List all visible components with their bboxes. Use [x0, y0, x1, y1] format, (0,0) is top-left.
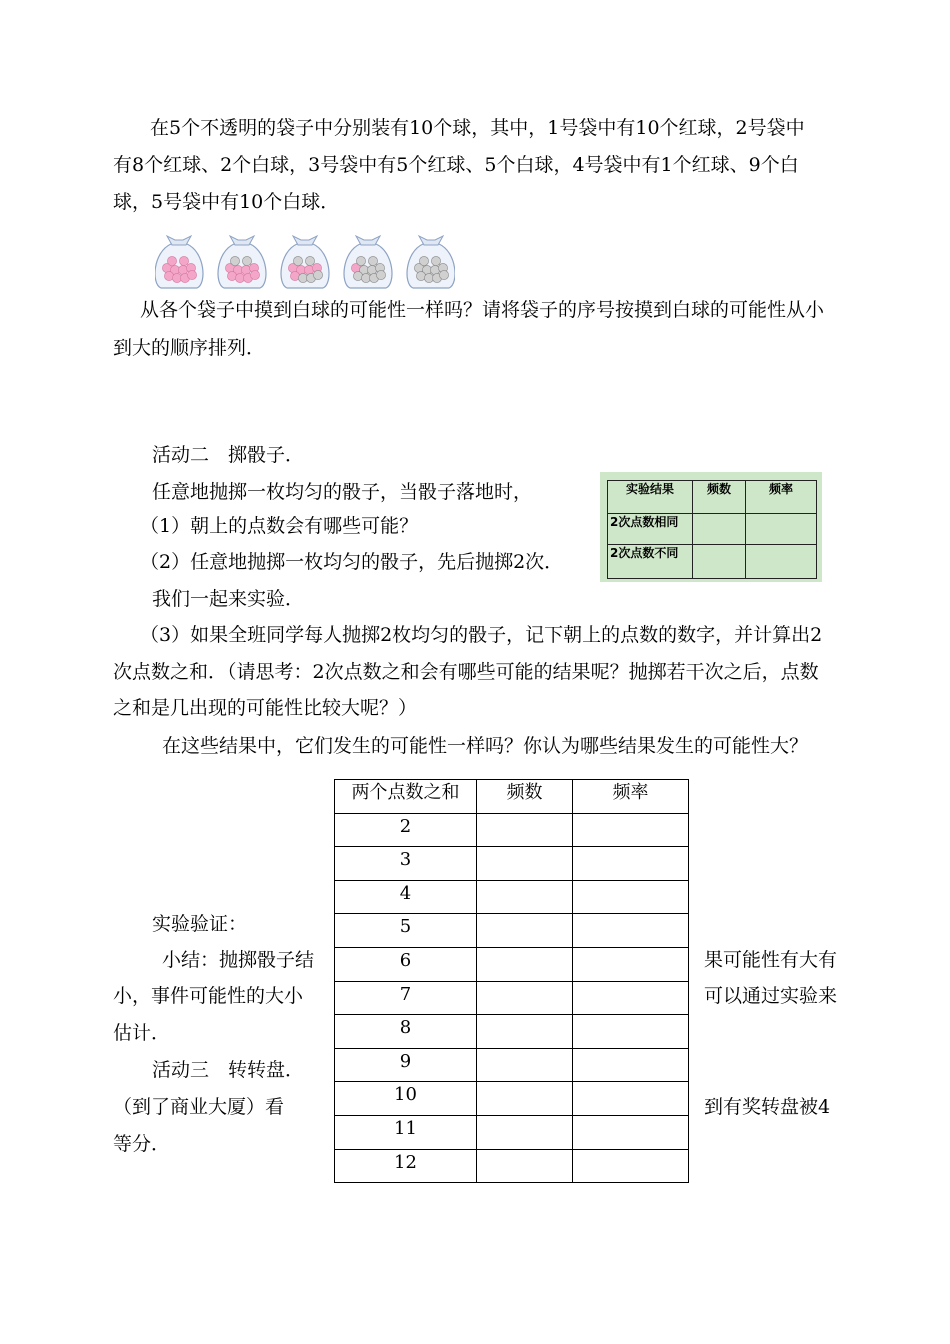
white-ball [439, 270, 448, 279]
table-cell [477, 1082, 573, 1116]
table-cell [573, 1048, 689, 1082]
white-ball [416, 271, 425, 280]
small-header-result: 实验结果 [608, 481, 693, 514]
table-cell [477, 914, 573, 948]
bag-5-icon [407, 236, 455, 288]
red-ball [179, 256, 188, 265]
bags-image [155, 230, 455, 292]
table-cell [477, 1149, 573, 1183]
small-header-rate: 频率 [746, 481, 817, 514]
header-rate: 频率 [573, 780, 689, 814]
equal-line: 等分． [113, 1133, 171, 1155]
table-cell [477, 880, 573, 914]
table-cell [477, 1115, 573, 1149]
mall-line: （到了商业大厦）看 [113, 1096, 285, 1118]
bag-illustrations [155, 230, 455, 292]
bag-2-icon [218, 236, 266, 288]
sum-cell: 4 [335, 880, 477, 914]
red-ball [241, 265, 250, 274]
sum-cell: 12 [335, 1149, 477, 1183]
question1-line-1: 从各个袋子中摸到白球的可能性一样吗？请将袋子的序号按摸到白球的可能性从小 [140, 299, 825, 321]
white-ball [242, 256, 251, 265]
sum-cell: 7 [335, 981, 477, 1015]
red-ball [304, 265, 313, 274]
white-ball [419, 256, 428, 265]
table-cell [573, 981, 689, 1015]
table-cell [477, 981, 573, 1015]
experiment-result-table-image [600, 472, 822, 582]
sum-cell: 9 [335, 1048, 477, 1082]
intro-line-2: 有8个红球、2个白球，3号袋中有5个红球、5个白球，4号袋中有1个红球、9个白 [113, 154, 799, 176]
verify-label: 实验验证： [152, 913, 248, 935]
activity2-item-3-line-2: 次点数之和．（请思考：2次点数之和会有哪些可能的结果呢？抛掷若干次之后，点数 [113, 661, 819, 683]
sum-cell: 5 [335, 914, 477, 948]
white-ball [353, 271, 362, 280]
small-cell [746, 514, 817, 545]
table-cell [477, 847, 573, 881]
sum-cell: 3 [335, 847, 477, 881]
small-cell [746, 545, 817, 579]
right-text-1: 果可能性有大有 [704, 949, 838, 971]
table-cell [573, 880, 689, 914]
bag-1-icon [155, 236, 203, 288]
activity2-item-1: （1）朝上的点数会有哪些可能？ [140, 515, 419, 537]
small-header-frequency: 频数 [693, 481, 746, 514]
sum-cell: 2 [335, 813, 477, 847]
white-ball [376, 270, 385, 279]
question2: 在这些结果中，它们发生的可能性一样吗？你认为哪些结果发生的可能性大？ [162, 735, 809, 757]
white-ball [367, 265, 376, 274]
summary-line-1: 小结：抛掷骰子结 [162, 949, 315, 971]
table-cell [573, 1115, 689, 1149]
activity2-line-1: 任意地抛掷一枚均匀的骰子，当骰子落地时， [152, 481, 533, 503]
intro-line-3: 球，5号袋中有10个白球． [113, 191, 340, 213]
activity2-item-3-line-3: 之和是几出现的可能性比较大呢？） [113, 697, 418, 719]
table-cell [573, 1015, 689, 1049]
white-ball [230, 256, 239, 265]
table-cell [477, 813, 573, 847]
dice-sum-table [334, 779, 689, 1183]
sum-cell: 10 [335, 1082, 477, 1116]
table-cell [573, 914, 689, 948]
red-ball [290, 271, 299, 280]
white-ball [313, 270, 322, 279]
right-text-2: 可以通过实验来 [704, 985, 838, 1007]
table-cell [573, 813, 689, 847]
bag-4-icon [344, 236, 392, 288]
table-cell [477, 1015, 573, 1049]
red-ball [227, 271, 236, 280]
question1-line-2: 到大的顺序排列． [113, 337, 266, 359]
activity2-item-3-line-1: （3）如果全班同学每人抛掷2枚均匀的骰子，记下朝上的点数的数字，并计算出2 [140, 624, 823, 646]
activity2-title: 活动二 掷骰子． [152, 444, 305, 466]
sum-cell: 8 [335, 1015, 477, 1049]
summary-line-3: 估计． [113, 1022, 171, 1044]
red-ball [167, 256, 176, 265]
white-ball [305, 256, 314, 265]
sum-cell: 6 [335, 947, 477, 981]
activity3-title: 活动三 转转盘． [152, 1059, 305, 1081]
white-ball [431, 256, 440, 265]
table-cell [573, 1149, 689, 1183]
intro-line-1: 在5个不透明的袋子中分别装有10个球，其中，1号袋中有10个红球，2号袋中 [150, 117, 805, 139]
summary-line-2: 小，事件可能性的大小 [113, 985, 304, 1007]
red-ball [164, 271, 173, 280]
table-cell [573, 947, 689, 981]
activity2-item-2: （2）任意地抛掷一枚均匀的骰子，先后抛掷2次． [140, 551, 564, 573]
red-ball [178, 265, 187, 274]
right-text-3: 到有奖转盘被4 [704, 1096, 831, 1118]
table-cell [573, 1082, 689, 1116]
bag-3-icon [281, 236, 329, 288]
red-ball [187, 270, 196, 279]
white-ball [430, 265, 439, 274]
small-row-same: 2次点数相同 [608, 514, 693, 545]
small-cell [693, 545, 746, 579]
header-frequency: 频数 [477, 780, 573, 814]
red-ball [250, 270, 259, 279]
table-cell [477, 947, 573, 981]
table-cell [477, 1048, 573, 1082]
sum-cell: 11 [335, 1115, 477, 1149]
activity2-together: 我们一起来实验． [152, 588, 305, 610]
experiment-result-table [607, 480, 817, 579]
small-row-different: 2次点数不同 [608, 545, 693, 579]
white-ball [368, 256, 377, 265]
table-cell [573, 847, 689, 881]
white-ball [293, 256, 302, 265]
small-cell [693, 514, 746, 545]
header-sum: 两个点数之和 [335, 780, 477, 814]
white-ball [356, 256, 365, 265]
